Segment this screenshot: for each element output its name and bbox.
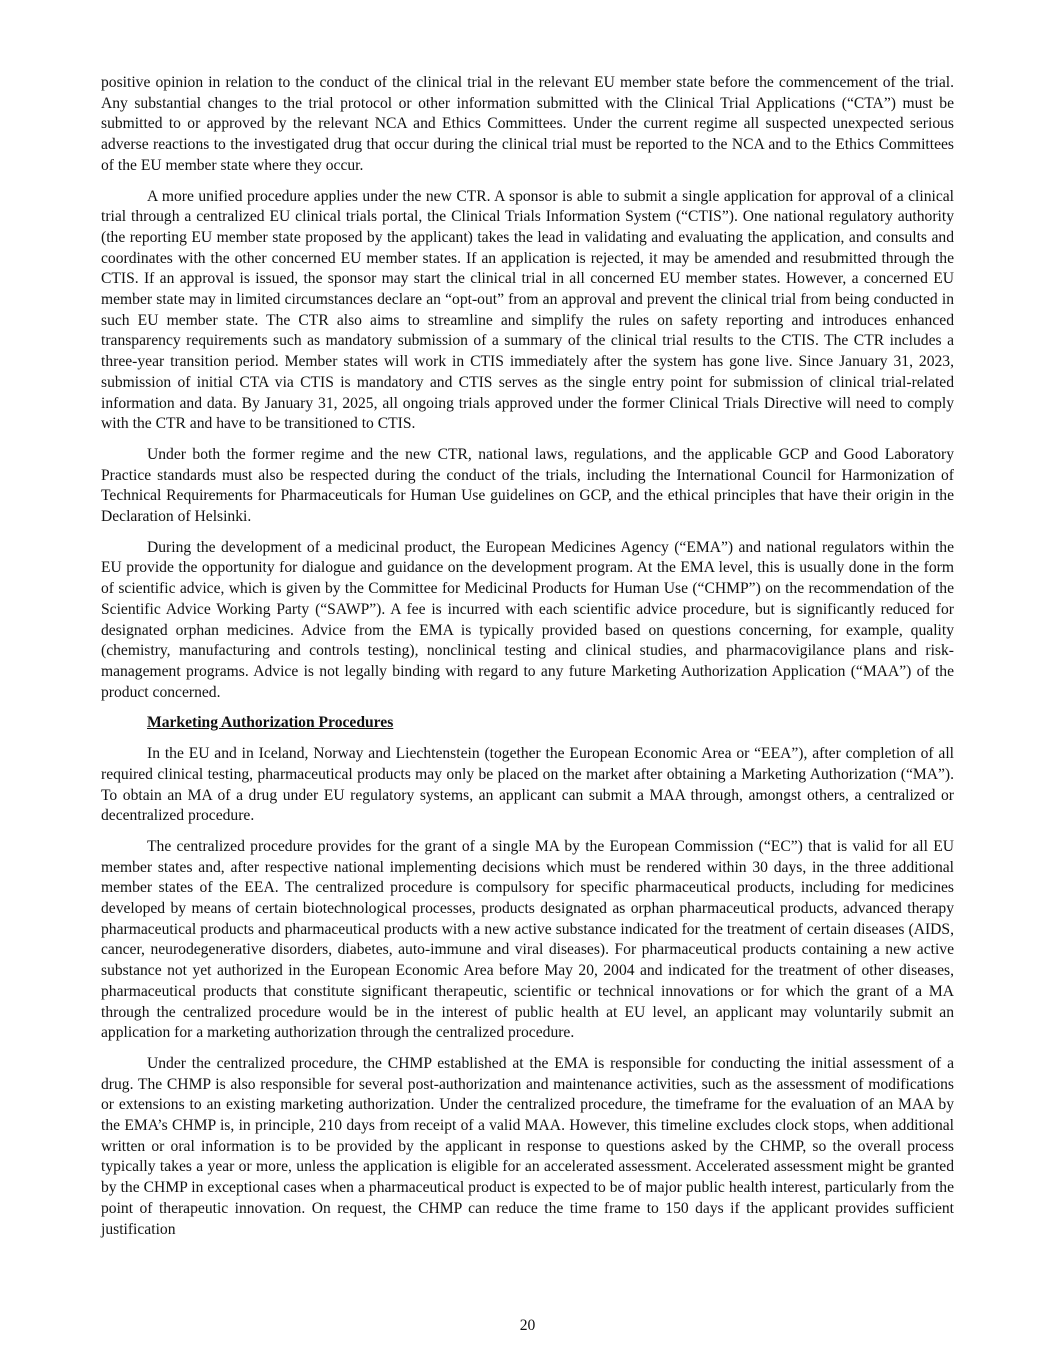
paragraph-eea-marketing-authorization: In the EU and in Iceland, Norway and Liechtenstein (together the European Economic Area or “EEA”), after completion of all required clinical testing, pharmaceutical products may only be placed on the market after obtaining a Marketing Authorization (“MA”). To obtain an MA of a drug under EU regulatory systems, an applicant can submit a MAA through, amongst others, a centralized or decentralized procedure. — [101, 745, 954, 825]
paragraph-ema-scientific-advice: During the development of a medicinal product, the European Medicines Agency (“EMA”) and national regulators within the EU provide the opportunity for dialogue and guidance on the development program. At the EMA level, this is usually done in the form of scientific advice, which is given by the Committee for Medicinal Products for Human Use (“CHMP”) on the recommendation of the Scientific Advice Working Party (“SAWP”). A fee is incurred with each scientific advice procedure, but is significantly reduced for designated orphan medicines. Advice from the EMA is typically provided based on questions concerning, for example, quality (chemistry, manufacturing and controls testing), nonclinical testing and clinical studies, and pharmacovigilance plans and risk-management programs. Advice is not legally binding with regard to any future Marketing Authorization Application (“MAA”) of the product concerned. — [101, 538, 954, 701]
paragraph-centralized-procedure: The centralized procedure provides for the grant of a single MA by the European Commission (“EC”) that is valid for all EU member states and, after respective national implementing decisions which must be rendered within 30 days, in the three additional member states of the EEA. The centralized procedure is compulsory for specific pharmaceutical products, including for medicines developed by means of certain biotechnological processes, products designated as orphan pharmaceutical products, advanced therapy pharmaceutical products and pharmaceutical products with a new active substance indicated for the treatment of certain diseases (AIDS, cancer, neurodegenerative disorders, diabetes, auto-immune and viral diseases). For pharmaceutical products containing a new active substance not yet authorized in the European Economic Area before May 20, 2004 and indicated for the treatment of other diseases, pharmaceutical products that constitute significant therapeutic, scientific or technical innovations or for which the grant of a MA through the centralized procedure would be in the interest of public health at EU level, an applicant may voluntarily submit an application for a marketing authorization through the centralized procedure. — [101, 837, 954, 1042]
section-heading — [101, 713, 954, 734]
page-number: 20 — [519, 1317, 536, 1334]
section-heading-text: Marketing Authorization Procedures — [147, 714, 394, 732]
document-body — [101, 73, 954, 1250]
paragraph-chmp-assessment: Under the centralized procedure, the CHMP established at the EMA is responsible for conducting the initial assessment of a drug. The CHMP is also responsible for several post-authorization and maintenance activities, such as the assessment of modifications or extensions to an existing marketing authorization. Under the centralized procedure, the timeframe for the evaluation of an MAA by the EMA’s CHMP is, in principle, 210 days from receipt of a valid MAA. However, this timeline excludes clock stops, when additional written or oral information is to be provided by the applicant in response to questions asked by the CHMP, so the overall process typically takes a year or more, unless the application is eligible for an accelerated assessment. Accelerated assessment might be granted by the CHMP in exceptional cases when a pharmaceutical product is expected to be of major public health interest, particularly from the point of therapeutic innovation. On request, the CHMP can reduce the time frame to 150 days if the applicant provides sufficient justification — [101, 1054, 954, 1238]
paragraph-gcp-standards: Under both the former regime and the new CTR, national laws, regulations, and the applicable GCP and Good Laboratory Practice standards must also be respected during the conduct of the trials, including the International Council for Harmonization of Technical Requirements for Pharmaceuticals for Human Use guidelines on GCP, and the ethical principles that have their origin in the Declaration of Helsinki. — [101, 445, 954, 526]
paragraph-unified-procedure-ctr: A more unified procedure applies under the new CTR. A sponsor is able to submit a single application for approval of a clinical trial through a centralized EU clinical trials portal, the Clinical Trials Information System (“CTIS”). One national regulatory authority (the reporting EU member state proposed by the applicant) takes the lead in validating and evaluating the application, and consults and coordinates with the other concerned EU member states. If an application is rejected, it may be amended and resubmitted through the CTIS. If an approval is issued, the sponsor may start the clinical trial in all concerned EU member states. However, a concerned EU member state may in limited circumstances declare an “opt-out” from an approval and prevent the clinical trial from being conducted in such EU member state. The CTR also aims to streamline and simplify the rules on safety reporting and introduces enhanced transparency requirements such as mandatory submission of a summary of the clinical trial results to the CTIS. The CTR includes a three-year transition period. Member states will work in CTIS immediately after the system has gone live. Since January 31, 2023, submission of initial CTA via CTIS is mandatory and CTIS serves as the single entry point for submission of clinical trial-related information and data. By January 31, 2025, all ongoing trials approved under the former Clinical Trials Directive will need to comply with the CTR and have to be transitioned to CTIS. — [101, 187, 954, 433]
paragraph-clinical-trial-opinion: positive opinion in relation to the conduct of the clinical trial in the relevant EU member state before the commencement of the trial. Any substantial changes to the trial protocol or other information submitted with the Clinical Trial Applications (“CTA”) must be submitted to or approved by the relevant NCA and Ethics Committees. Under the current regime all suspected unexpected serious adverse reactions to the investigated drug that occur during the clinical trial must be reported to the NCA and to the Ethics Committees of the EU member state where they occur. — [101, 74, 954, 174]
